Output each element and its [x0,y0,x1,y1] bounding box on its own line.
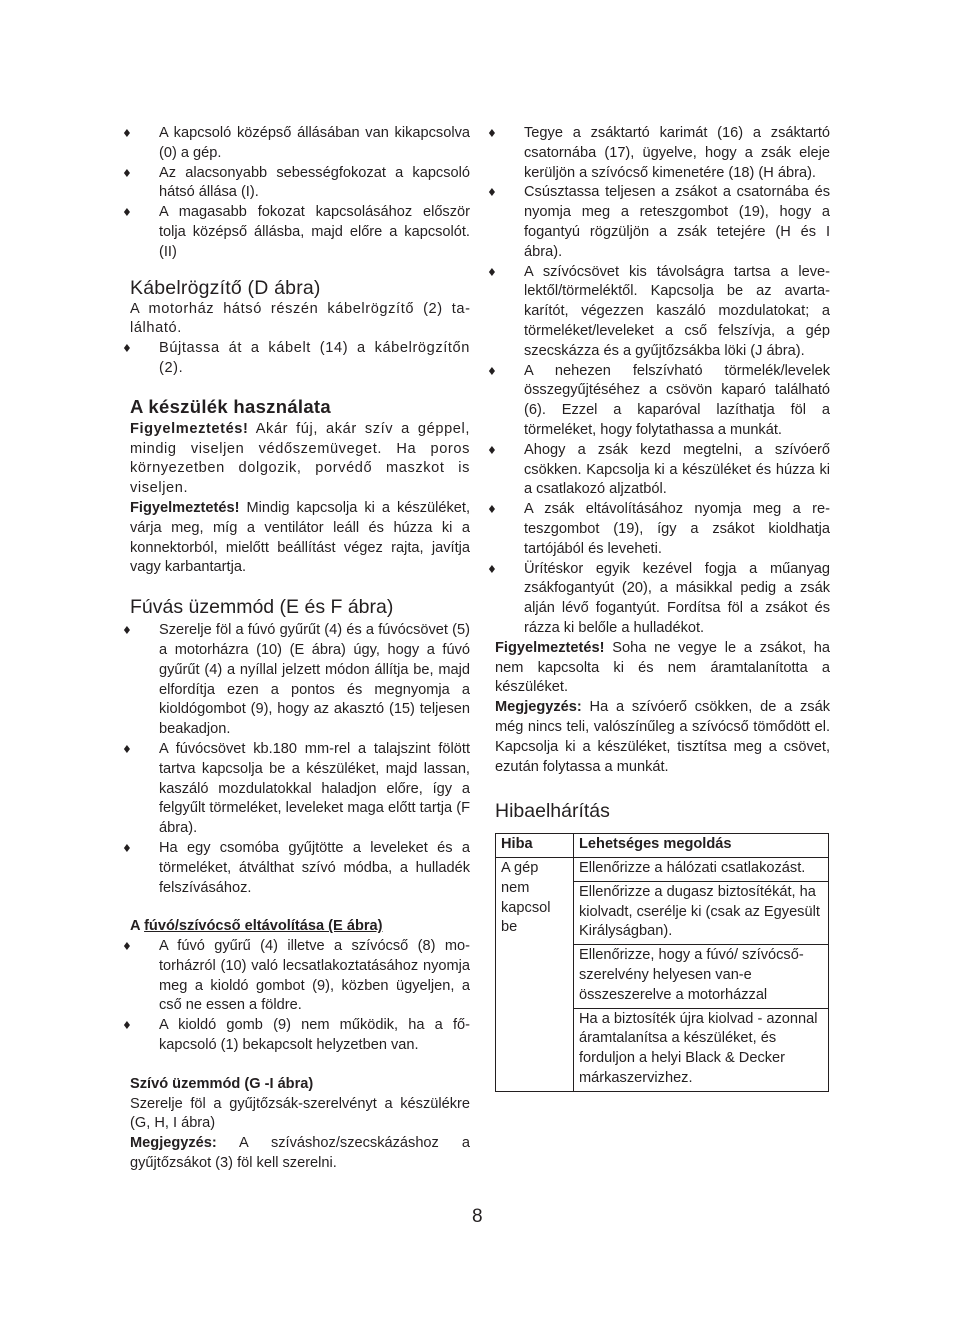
list-item: ♦ Ahogy a zsák kezd megtelni, a szívóerő csökken. Kapcsolja ki a készüléket és húzza ki a csatlakozó aljzatból. [495,441,830,500]
warning-label: Figyelmeztetés! [495,639,605,656]
column-header-solution: Lehetséges megoldás [574,834,829,858]
list-item: ♦ A fúvó gyűrű (4) illetve a szívócső (8) motorházról (10) való lecsatlakoztatásához nyomja meg a kioldó gombot (9), közben ügyeljen, a cső ne essen a földre. [130,937,470,1016]
list-item: ♦ Bújtassa át a kábelt (14) a kábelrögzítőn (2). [130,339,470,379]
removal-heading [130,917,470,937]
list-item: ♦ A nehezen felszívható törmelék/levelek összegyűjtéséhez a csövön kaparó található (6). Ezzel a kaparóval lazíthatja föl a törmeléket, hogy folytathassa a munkát. [495,362,830,441]
warning-paragraph-1 [130,420,470,499]
switch-bullet-list [130,124,470,263]
list-item: ♦ A magasabb fokozat kapcsolásához először tolja középső állásba, majd előre a kapcsolót. (II) [130,203,470,262]
column-header-problem: Hiba [496,834,574,858]
solution-cell: Ha a biztosíték újra kiolvad - azonnal áramtalanítsa a készüléket, és forduljon a helyi Black & Decker márkaszervizhez. [574,1008,829,1091]
cable-text: A motorház hátsó részén kábelrögzítő (2) található. [130,300,470,337]
list-item: ♦ Tegye a zsáktartó karimát (16) a zsáktartó csatornába (17), ügyelve, hogy a zsák eleje kerüljön a szívócső kimenetére (18) (H ábra). [495,124,830,183]
warning-label: Figyelmeztetés! [130,420,249,437]
list-item: ♦ Ürítéskor egyik kezével fogja a műanyag zsákfogantyút (20), a másikkal pedig a zsák alján lévő fogantyút. Fordítsa föl a zsákot és rázza ki belőle a hulladékot. [495,560,830,639]
list-item: ♦ A kioldó gomb (9) nem működik, ha a főkapcsoló (1) bekapcsolt helyzetben van. [130,1016,470,1056]
list-item: ♦ Szerelje föl a fúvó gyűrűt (4) és a fúvócsövet (5) a motorházra (10) (E ábra) úgy, hogy a fúvó gyűrűt (4) a nyíllal jelzett módon állítja be, majd elfordítja ezen a pontos és megnyomja a kioldógombot (9), hogy az akasztó (15) teljesen beakadjon. [130,621,470,740]
page-number: 8 [472,1206,483,1227]
solution-cell: Ellenőrizze a hálózati csatlakozást. [574,858,829,882]
warning-label: Figyelmeztetés! [130,499,240,516]
solution-cell: Ellenőrizze, hogy a fúvó/ szívócső-szerelvény helyesen van-e összeszerelve a motorházzal [574,945,829,1008]
warning-paragraph [495,639,830,698]
warning-text: Mindig kapcsolja ki a készüléket, várja meg, míg a ventilátor leáll és húzza ki a konnektorból, mielőtt beállítást végez rajta, javítja vagy karbantartja. [130,499,470,576]
troubleshooting-table [495,833,829,1092]
warning-text: Akár fúj, akár szív a géppel, mindig viseljen védőszemüveget. Ha poros környezetben dolgozik, porvédő maszkot is viseljen. [130,420,470,497]
note-label: Megjegyzés: [130,1135,217,1152]
list-item: ♦ Csúsztassa teljesen a zsákot a csatornába és nyomja meg a reteszgombot (19), hogy a fogantyú rögzüljön a zsák tetejére (H és I ábra). [495,183,830,262]
removal-heading-text: fúvó/szívócső eltávolítása (E ábra) [144,918,383,935]
blow-bullet-list [130,621,470,898]
removal-heading-prefix: A [130,918,145,935]
list-item: ♦ A zsák eltávolításához nyomja meg a reteszgombot (19), így a zsákot kioldhatja tartójából és leveheti. [495,500,830,559]
list-item: ♦ Ha egy csomóba gyűjtötte a leveleket és a törmeléket, átválthat szívó módba, a hulladék felszívásához. [130,839,470,898]
left-column [130,124,470,1174]
table-row [496,858,829,882]
warning-paragraph-2 [130,499,470,578]
table-header-row [496,834,829,858]
list-item: ♦ Az alacsonyabb sebességfokozat a kapcsoló hátsó állása (I). [130,164,470,204]
list-item: ♦ A fúvócsövet kb.180 mm-rel a talajszint fölött tartva kapcsolja be a készüléket, majd lassan, kaszáló mozdulatokkal haladjon előre, így a felgyűlt törmeléket, leveleket maga előtt tartja (F ábra). [130,740,470,839]
removal-bullet-list [130,937,470,1056]
suction-text: Szerelje föl a gyűjtőzsák-szerelvényt a készülékre (G, H, I ábra) [130,1095,470,1132]
right-column [495,124,830,1092]
note-label: Megjegyzés: [495,699,582,716]
cable-heading: Kábelrögzítő (D ábra) [130,276,321,299]
blow-mode-heading: Fúvás üzemmód (E és F ábra) [130,596,394,619]
list-item: ♦ A szívócsövet kis távolságra tartsa a levelektől/törmeléktől. Kapcsolja be az avartakarítót, végezzen kaszáló mozdulatokat; a törmeléket/leveleket a cső felszívja, a gép szecskázza és a gyűjtőzsákba löki (J ábra). [495,263,830,362]
use-heading: A készülék használata [130,395,331,417]
note-text: Ha a szívóerő csökken, de a zsák még nincs teli, valószínűleg a szívócső tömődött el. Kapcsolja ki a készüléket, tisztítsa meg a csövet, ezután folytassa a munkát. [495,699,830,775]
list-item: ♦ A kapcsoló középső állásában van kikapcsolva (0) a gép. [130,124,470,164]
note-paragraph [495,698,830,777]
bag-bullet-list [495,124,830,639]
cable-bullet-list [130,339,470,379]
solution-cell: Ellenőrizze a dugasz biztosítékát, ha kiolvadt, cserélje ki (csak az Egyesült Királyságban). [574,881,829,944]
troubleshooting-heading: Hibaelhárítás [495,800,610,823]
suction-heading: Szívó üzemmód (G -I ábra) [130,1075,314,1092]
note-paragraph [130,1134,470,1174]
problem-cell: A gép nem kapcsol be [496,858,574,1092]
note-text: A szíváshoz/szecskázáshoz a gyűjtőzsákot (3) föl kell szerelni. [130,1135,470,1172]
warning-text: Soha ne vegye le a zsákot, ha nem kapcsolta ki és nem áramtalanította a készüléket. [495,639,830,696]
